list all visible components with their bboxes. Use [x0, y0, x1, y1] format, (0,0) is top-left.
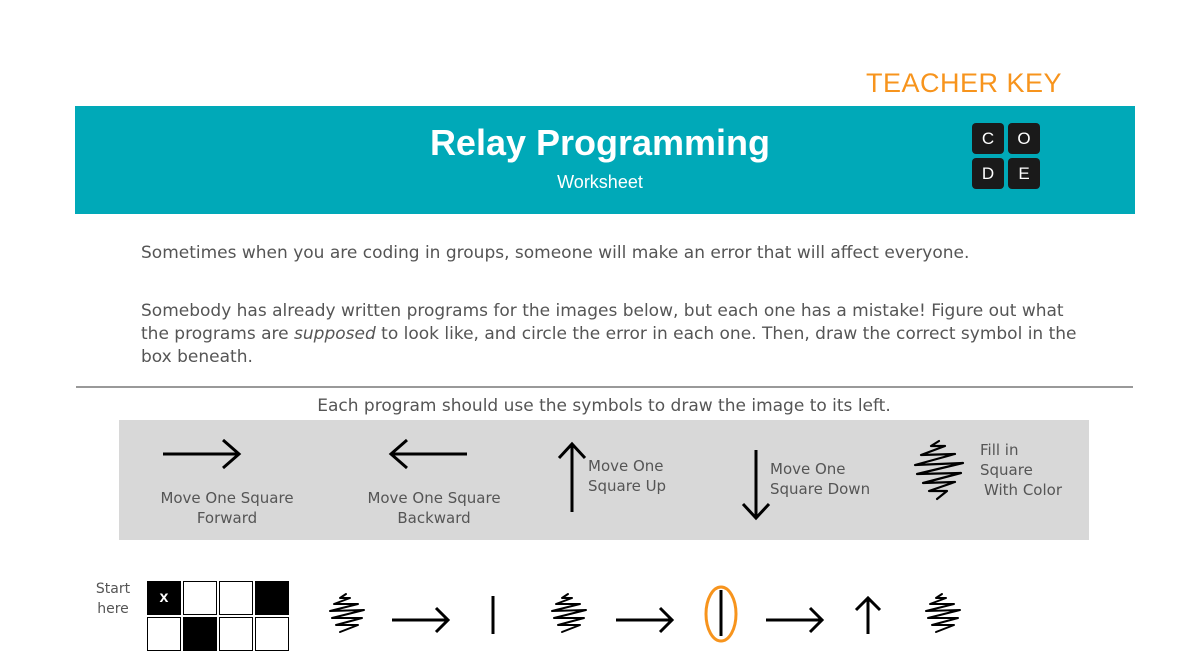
- logo-letter-e: E: [1008, 158, 1040, 189]
- intro-paragraph-2-emphasis: supposed: [294, 324, 376, 344]
- program-fill-icon: [548, 592, 590, 636]
- legend-up-line1: Move One: [588, 457, 664, 475]
- instruction-text: Each program should use the symbols to draw the image to its left.: [317, 396, 891, 416]
- code-logo: [972, 123, 1042, 189]
- teacher-key-label: TEACHER KEY: [866, 68, 1063, 98]
- grid-cell: [183, 581, 217, 615]
- legend-down-line2: Square Down: [770, 480, 871, 498]
- legend-up-line2: Square Up: [588, 477, 667, 495]
- start-label-line1: Start: [95, 581, 131, 597]
- grid-cell: [183, 617, 217, 651]
- start-here-label: [90, 579, 136, 619]
- legend-backward-label: [364, 488, 504, 528]
- arrow-right-icon: [161, 436, 245, 472]
- legend-fill-line2: Square: [980, 461, 1033, 479]
- intro-paragraph-2-part1: Somebody has already written programs for the images below, but each one has a mistake! Figure out what the programs are: [141, 301, 1064, 344]
- logo-letter-c: C: [972, 123, 1004, 154]
- scribble-icon: [909, 438, 971, 502]
- program-up-icon: [852, 594, 884, 634]
- arrow-left-icon: [385, 436, 469, 472]
- logo-letter-d: D: [972, 158, 1004, 189]
- legend-forward-line2: Forward: [196, 509, 258, 527]
- legend-fill-line3: With Color: [984, 481, 1062, 499]
- legend-backward-line2: Backward: [397, 509, 471, 527]
- legend-up-label: [588, 456, 666, 496]
- legend-fill-label: [980, 440, 1062, 500]
- intro-paragraph-1: Sometimes when you are coding in groups, someone will make an error that will affect everyone.: [141, 243, 970, 263]
- grid-cell: [219, 617, 253, 651]
- program-up-icon: [486, 594, 500, 634]
- intro-paragraph-2-part2: to look like, and circle the error in each one. Then, draw the correct symbol in the box beneath.: [141, 324, 1077, 367]
- page-title: Relay Programming: [429, 122, 771, 163]
- start-label-line2: here: [97, 601, 129, 617]
- page-subtitle: Worksheet: [557, 172, 643, 192]
- legend-fill-line1: Fill in: [980, 441, 1019, 459]
- logo-letter-o: O: [1008, 123, 1040, 154]
- grid-cell: [255, 581, 289, 615]
- grid-cell: [219, 581, 253, 615]
- legend-down-line1: Move One: [770, 460, 846, 478]
- arrow-down-icon: [741, 448, 771, 522]
- grid-cell: [255, 617, 289, 651]
- program-fill-icon: [326, 592, 368, 636]
- legend-backward-line1: Move One Square: [367, 489, 501, 507]
- grid-cell: [147, 617, 181, 651]
- legend-forward-line1: Move One Square: [160, 489, 294, 507]
- arrow-up-icon: [557, 440, 587, 514]
- grid-start-marker: x: [159, 589, 169, 606]
- symbol-legend: [119, 420, 1089, 540]
- legend-down-label: [770, 459, 870, 499]
- section-divider: [76, 386, 1133, 388]
- circled-error-down-icon: [702, 584, 740, 636]
- program-fill-icon: [922, 592, 964, 636]
- intro-paragraph-2: [141, 300, 1081, 369]
- grid-cell: [147, 581, 181, 615]
- legend-forward-label: [157, 488, 297, 528]
